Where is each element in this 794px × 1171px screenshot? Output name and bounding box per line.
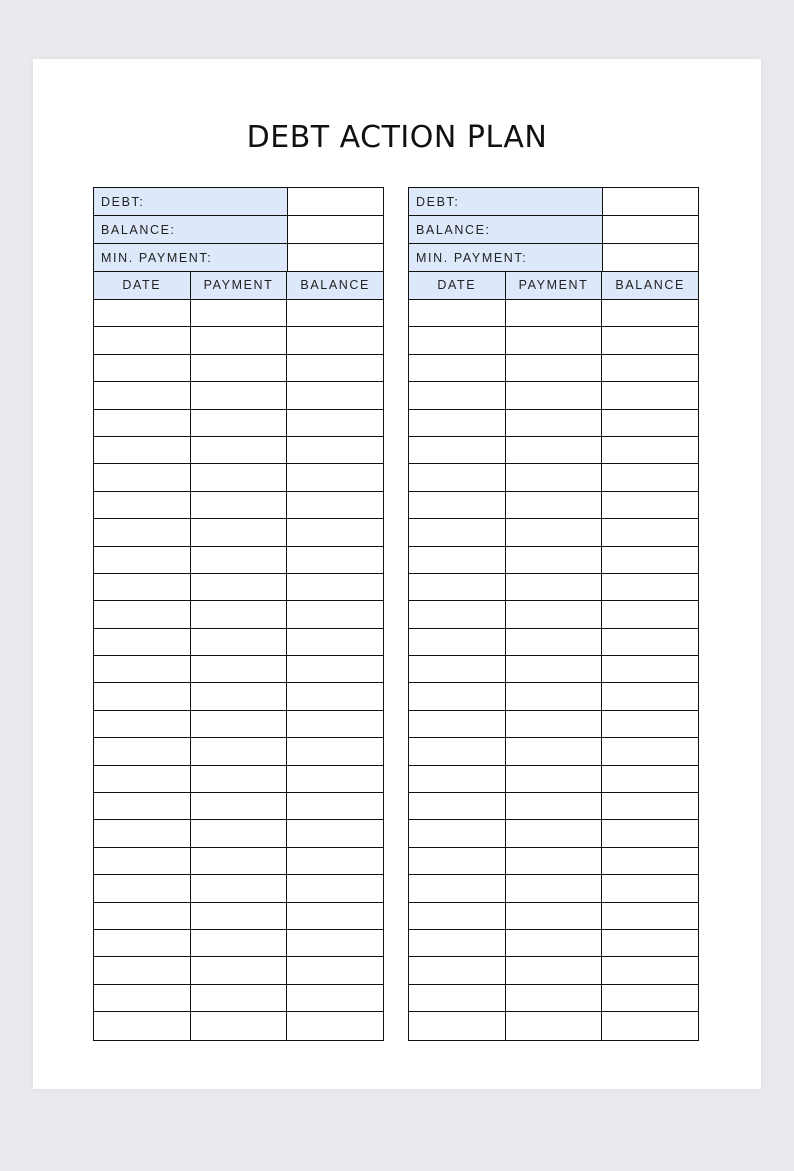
table-row: [409, 903, 698, 930]
date-cell[interactable]: [94, 656, 191, 682]
table-row: [94, 382, 383, 409]
table-row: [409, 820, 698, 847]
date-cell[interactable]: [409, 1012, 506, 1039]
table-row: [409, 793, 698, 820]
date-cell[interactable]: [409, 820, 506, 846]
payment-cell[interactable]: [191, 903, 288, 929]
min-payment-row: [94, 244, 383, 272]
payment-cell[interactable]: [506, 492, 603, 518]
balance-cell[interactable]: [287, 683, 383, 709]
date-cell[interactable]: [94, 766, 191, 792]
date-cell[interactable]: [94, 355, 191, 381]
date-cell[interactable]: [94, 848, 191, 874]
date-cell[interactable]: [409, 985, 506, 1011]
balance-cell[interactable]: [602, 300, 698, 326]
payment-cell[interactable]: [191, 711, 288, 737]
payment-cell[interactable]: [191, 738, 288, 764]
payment-cell[interactable]: [506, 985, 603, 1011]
min-payment-label: MIN. PAYMENT:: [94, 244, 288, 271]
table-row: [409, 1012, 698, 1039]
table-row: [94, 464, 383, 491]
balance-cell[interactable]: [602, 601, 698, 627]
payment-cell[interactable]: [506, 601, 603, 627]
balance-cell[interactable]: [287, 738, 383, 764]
balance-cell[interactable]: [602, 656, 698, 682]
date-cell[interactable]: [94, 1012, 191, 1039]
date-cell[interactable]: [409, 519, 506, 545]
table-row: [409, 875, 698, 902]
balance-cell[interactable]: [602, 683, 698, 709]
balance-cell[interactable]: [287, 848, 383, 874]
balance-cell[interactable]: [602, 793, 698, 819]
table-row: [94, 410, 383, 437]
date-cell[interactable]: [409, 492, 506, 518]
min-payment-row: [409, 244, 698, 272]
date-cell[interactable]: [94, 574, 191, 600]
balance-cell[interactable]: [602, 382, 698, 408]
date-cell[interactable]: [94, 300, 191, 326]
payment-cell[interactable]: [191, 985, 288, 1011]
payment-cell[interactable]: [506, 464, 603, 490]
table-row: [94, 601, 383, 628]
balance-label: BALANCE:: [409, 216, 603, 243]
payment-cell[interactable]: [506, 1012, 603, 1039]
payment-cell[interactable]: [506, 875, 603, 901]
table-row: [409, 848, 698, 875]
balance-cell[interactable]: [602, 1012, 698, 1039]
table-row: [409, 985, 698, 1012]
column-header-date: DATE: [94, 272, 191, 299]
payment-rows: [409, 300, 698, 1040]
balance-cell[interactable]: [287, 985, 383, 1011]
date-cell[interactable]: [94, 930, 191, 956]
table-row: [94, 793, 383, 820]
date-cell[interactable]: [409, 903, 506, 929]
column-header-balance: BALANCE: [615, 278, 685, 292]
balance-value-field[interactable]: [603, 216, 698, 243]
balance-cell[interactable]: [287, 601, 383, 627]
date-cell[interactable]: [409, 875, 506, 901]
balance-cell[interactable]: [287, 793, 383, 819]
date-cell[interactable]: [409, 957, 506, 983]
table-row: [409, 547, 698, 574]
balance-cell[interactable]: [602, 410, 698, 436]
table-row: [409, 683, 698, 710]
date-cell[interactable]: [94, 875, 191, 901]
date-cell[interactable]: [94, 464, 191, 490]
column-header-row: [94, 272, 383, 300]
balance-cell[interactable]: [602, 437, 698, 463]
balance-cell[interactable]: [287, 930, 383, 956]
table-row: [94, 492, 383, 519]
table-row: [94, 766, 383, 793]
table-row: [94, 519, 383, 546]
date-cell[interactable]: [409, 766, 506, 792]
table-row: [409, 355, 698, 382]
table-row: [409, 382, 698, 409]
table-row: [94, 820, 383, 847]
table-row: [94, 848, 383, 875]
balance-cell[interactable]: [602, 519, 698, 545]
table-row: [94, 1012, 383, 1039]
date-cell[interactable]: [94, 410, 191, 436]
date-cell[interactable]: [94, 437, 191, 463]
balance-cell[interactable]: [602, 957, 698, 983]
date-cell[interactable]: [94, 629, 191, 655]
table-row: [94, 437, 383, 464]
payment-cell[interactable]: [506, 300, 603, 326]
column-header-payment: PAYMENT: [191, 272, 288, 299]
table-row: [409, 766, 698, 793]
balance-cell[interactable]: [287, 437, 383, 463]
date-cell[interactable]: [409, 327, 506, 353]
payment-cell[interactable]: [506, 629, 603, 655]
column-header-date: DATE: [409, 272, 506, 299]
date-cell[interactable]: [94, 547, 191, 573]
table-row: [94, 711, 383, 738]
payment-cell[interactable]: [191, 793, 288, 819]
date-cell[interactable]: [94, 519, 191, 545]
table-row: [94, 327, 383, 354]
debt-row: [409, 188, 698, 216]
table-row: [94, 930, 383, 957]
payment-cell[interactable]: [191, 766, 288, 792]
payment-cell[interactable]: [506, 683, 603, 709]
payment-cell[interactable]: [191, 410, 288, 436]
payment-cell[interactable]: [191, 382, 288, 408]
balance-cell[interactable]: [287, 820, 383, 846]
payment-cell[interactable]: [191, 930, 288, 956]
date-cell[interactable]: [409, 382, 506, 408]
date-cell[interactable]: [94, 738, 191, 764]
payment-cell[interactable]: [506, 410, 603, 436]
date-cell[interactable]: [94, 903, 191, 929]
balance-cell[interactable]: [602, 820, 698, 846]
payment-cell[interactable]: [506, 519, 603, 545]
date-cell[interactable]: [94, 985, 191, 1011]
payment-cell[interactable]: [506, 382, 603, 408]
balance-cell[interactable]: [287, 410, 383, 436]
balance-cell[interactable]: [602, 327, 698, 353]
payment-cell[interactable]: [191, 492, 288, 518]
payment-cell[interactable]: [506, 820, 603, 846]
balance-cell[interactable]: [287, 875, 383, 901]
column-header-payment: PAYMENT: [506, 272, 603, 299]
balance-cell[interactable]: [287, 519, 383, 545]
date-cell[interactable]: [409, 355, 506, 381]
payment-cell[interactable]: [191, 327, 288, 353]
table-row: [409, 410, 698, 437]
payment-cell[interactable]: [506, 848, 603, 874]
date-cell[interactable]: [409, 848, 506, 874]
debt-tracker-left: [93, 187, 384, 1041]
balance-cell[interactable]: [602, 574, 698, 600]
payment-cell[interactable]: [191, 683, 288, 709]
table-row: [409, 656, 698, 683]
debt-row: [94, 188, 383, 216]
payment-cell[interactable]: [506, 738, 603, 764]
payment-cell[interactable]: [506, 957, 603, 983]
min-payment-value-field[interactable]: [603, 244, 698, 271]
payment-cell[interactable]: [506, 574, 603, 600]
balance-cell[interactable]: [602, 903, 698, 929]
payment-cell[interactable]: [506, 793, 603, 819]
date-cell[interactable]: [409, 683, 506, 709]
date-cell[interactable]: [409, 738, 506, 764]
payment-cell[interactable]: [191, 656, 288, 682]
balance-cell[interactable]: [602, 464, 698, 490]
date-cell[interactable]: [409, 410, 506, 436]
payment-cell[interactable]: [191, 820, 288, 846]
payment-cell[interactable]: [191, 519, 288, 545]
debt-tracker-right: [408, 187, 699, 1041]
payment-cell[interactable]: [191, 547, 288, 573]
date-cell[interactable]: [409, 300, 506, 326]
date-cell[interactable]: [409, 629, 506, 655]
table-row: [94, 903, 383, 930]
column-header-balance: BALANCE: [300, 278, 370, 292]
payment-cell[interactable]: [191, 957, 288, 983]
date-cell[interactable]: [94, 492, 191, 518]
payment-cell[interactable]: [506, 437, 603, 463]
date-cell[interactable]: [409, 930, 506, 956]
date-cell[interactable]: [409, 574, 506, 600]
payment-cell[interactable]: [191, 464, 288, 490]
date-cell[interactable]: [409, 601, 506, 627]
balance-cell[interactable]: [287, 711, 383, 737]
column-header-row: [409, 272, 698, 300]
table-row: [94, 574, 383, 601]
balance-cell[interactable]: [287, 327, 383, 353]
balance-cell[interactable]: [287, 300, 383, 326]
balance-cell[interactable]: [287, 492, 383, 518]
payment-cell[interactable]: [191, 875, 288, 901]
table-row: [94, 629, 383, 656]
balance-cell[interactable]: [602, 738, 698, 764]
balance-cell[interactable]: [602, 848, 698, 874]
balance-cell[interactable]: [287, 903, 383, 929]
payment-cell[interactable]: [191, 629, 288, 655]
payment-cell[interactable]: [191, 300, 288, 326]
balance-cell[interactable]: [602, 766, 698, 792]
payment-cell[interactable]: [506, 547, 603, 573]
payment-cell[interactable]: [191, 574, 288, 600]
date-cell[interactable]: [409, 547, 506, 573]
payment-rows: [94, 300, 383, 1040]
table-row: [94, 300, 383, 327]
table-row: [409, 957, 698, 984]
date-cell[interactable]: [94, 957, 191, 983]
balance-label: BALANCE:: [94, 216, 288, 243]
balance-row: [409, 216, 698, 244]
date-cell[interactable]: [94, 793, 191, 819]
date-cell[interactable]: [409, 437, 506, 463]
balance-cell[interactable]: [287, 1012, 383, 1039]
balance-cell[interactable]: [602, 355, 698, 381]
balance-cell[interactable]: [287, 382, 383, 408]
table-row: [94, 355, 383, 382]
payment-cell[interactable]: [506, 656, 603, 682]
balance-cell[interactable]: [602, 711, 698, 737]
payment-cell[interactable]: [191, 355, 288, 381]
balance-cell[interactable]: [602, 985, 698, 1011]
table-row: [409, 492, 698, 519]
balance-cell[interactable]: [287, 547, 383, 573]
balance-row: [94, 216, 383, 244]
table-row: [409, 738, 698, 765]
balance-cell[interactable]: [287, 766, 383, 792]
payment-cell[interactable]: [506, 903, 603, 929]
table-row: [409, 601, 698, 628]
payment-cell[interactable]: [506, 930, 603, 956]
table-row: [409, 300, 698, 327]
date-cell[interactable]: [94, 327, 191, 353]
table-row: [94, 985, 383, 1012]
date-cell[interactable]: [94, 683, 191, 709]
balance-cell[interactable]: [602, 492, 698, 518]
date-cell[interactable]: [409, 464, 506, 490]
payment-cell[interactable]: [191, 437, 288, 463]
balance-cell[interactable]: [287, 355, 383, 381]
table-row: [94, 656, 383, 683]
payment-cell[interactable]: [191, 601, 288, 627]
table-row: [94, 738, 383, 765]
date-cell[interactable]: [94, 711, 191, 737]
date-cell[interactable]: [94, 382, 191, 408]
page-title: DEBT ACTION PLAN: [246, 120, 548, 155]
balance-cell[interactable]: [287, 957, 383, 983]
balance-cell[interactable]: [602, 547, 698, 573]
balance-cell[interactable]: [602, 875, 698, 901]
payment-cell[interactable]: [506, 766, 603, 792]
balance-cell[interactable]: [287, 656, 383, 682]
date-cell[interactable]: [409, 656, 506, 682]
table-row: [94, 957, 383, 984]
table-row: [409, 327, 698, 354]
table-row: [409, 930, 698, 957]
table-row: [409, 629, 698, 656]
payment-cell[interactable]: [506, 327, 603, 353]
balance-cell[interactable]: [287, 629, 383, 655]
debt-label: DEBT:: [409, 188, 603, 215]
balance-value-field[interactable]: [288, 216, 383, 243]
balance-cell[interactable]: [602, 629, 698, 655]
table-row: [94, 875, 383, 902]
balance-cell[interactable]: [602, 930, 698, 956]
min-payment-value-field[interactable]: [288, 244, 383, 271]
table-row: [409, 519, 698, 546]
payment-cell[interactable]: [506, 711, 603, 737]
min-payment-label: MIN. PAYMENT:: [409, 244, 603, 271]
table-row: [94, 547, 383, 574]
date-cell[interactable]: [94, 601, 191, 627]
date-cell[interactable]: [94, 820, 191, 846]
table-row: [94, 683, 383, 710]
balance-cell[interactable]: [287, 574, 383, 600]
payment-cell[interactable]: [191, 1012, 288, 1039]
table-row: [409, 574, 698, 601]
table-row: [409, 464, 698, 491]
date-cell[interactable]: [409, 711, 506, 737]
table-row: [409, 437, 698, 464]
table-row: [409, 711, 698, 738]
payment-cell[interactable]: [191, 848, 288, 874]
balance-cell[interactable]: [287, 464, 383, 490]
debt-label: DEBT:: [94, 188, 288, 215]
date-cell[interactable]: [409, 793, 506, 819]
debt-value-field[interactable]: [288, 188, 383, 215]
debt-value-field[interactable]: [603, 188, 698, 215]
payment-cell[interactable]: [506, 355, 603, 381]
